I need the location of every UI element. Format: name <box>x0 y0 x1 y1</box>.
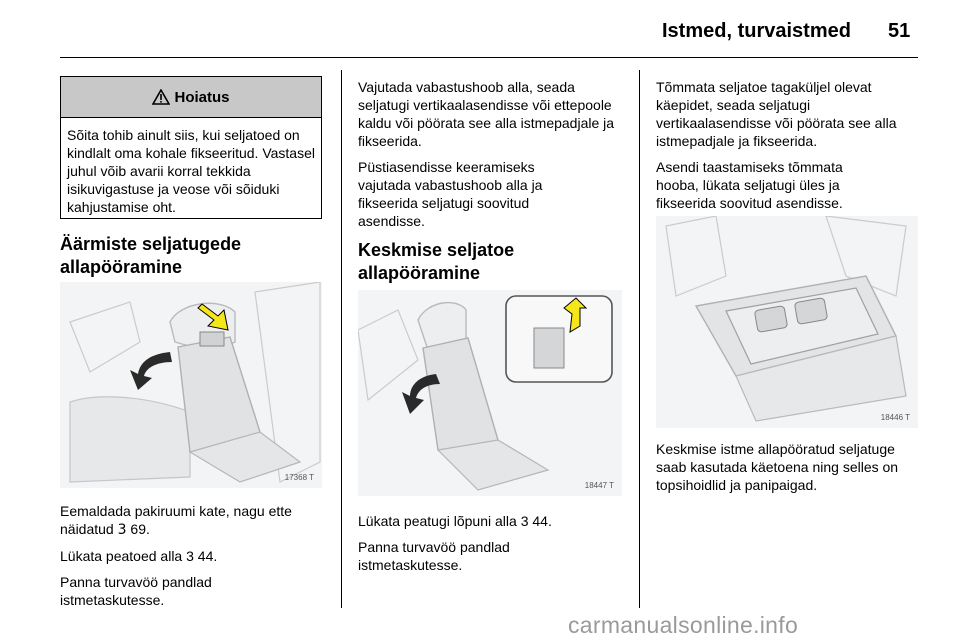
ref-arrow-icon: 3 <box>117 522 127 538</box>
armrest-illustration <box>656 216 918 428</box>
warning-box <box>60 76 322 219</box>
ref-arrow-icon: 3 <box>520 513 529 529</box>
col3-paragraph-1: Tõmmata seljatoe tagaküljel olevat käepidet, seada seljatugi vertikaalasendisse või pöörata see alla istmepadjale ja fikseerida. <box>656 79 897 149</box>
watermark: carmanualsonline.info <box>568 612 799 638</box>
col2-paragraph-4: Panna turvavöö pandlad istmetaskutesse. <box>358 539 510 573</box>
col2-paragraph-2: Püstiasendisse keeramiseks vajutada vabastushoob alla ja fikseerida seljatugi soovitud asendisse. <box>358 159 543 229</box>
col2-text-top <box>358 78 622 230</box>
col2-text-bottom <box>358 512 622 574</box>
section-heading-outer-backrests: Äärmiste seljatugede allapööramine <box>60 234 242 277</box>
seat-illustration <box>60 282 322 488</box>
section-heading-center-backrest: Keskmise seljatoe allapööramine <box>358 240 515 283</box>
warning-header <box>61 77 321 118</box>
page-header-title: Istmed, turvaistmed <box>662 20 851 42</box>
warning-text: Sõita tohib ainult siis, kui seljatoed on kindlalt oma kohale fikseeritud. Vastasel juhul võib avarii korral tekkida isikuvigastuse ja veose või sõiduki kahjustamise oht. <box>67 127 315 215</box>
center-seat-illustration <box>358 290 622 496</box>
ref-arrow-icon: 3 <box>186 548 194 564</box>
figure-code: 17368 T <box>284 473 314 482</box>
warning-triangle-icon <box>152 89 170 105</box>
col2-paragraph-1: Vajutada vabastushoob alla, seada seljatugi vertikaalasendisse või ettepoole kaldu või pöörata see alla istmepadjale ja fikseerida. <box>358 79 615 149</box>
column-divider-2 <box>639 70 640 608</box>
column-divider-1 <box>341 70 342 608</box>
col1-text <box>60 502 326 609</box>
col1-paragraph-1: Eemaldada pakiruumi kate, nagu ette näidatud 3 69. <box>60 503 292 538</box>
figure-center-backrest <box>358 290 622 496</box>
col1-paragraph-3: Panna turvavöö pandlad istmetaskutesse. <box>60 574 212 608</box>
figure-code: 18446 T <box>880 413 910 422</box>
col1-paragraph-2: Lükata peatoed alla 3 44. <box>60 548 218 564</box>
col2-paragraph-3: Lükata peatugi lõpuni alla 3 44. <box>358 513 552 529</box>
page-number: 51 <box>888 20 911 42</box>
figure-center-armrest <box>656 216 918 428</box>
figure-outer-backrest <box>60 282 322 488</box>
col3-text-bottom <box>656 440 918 494</box>
warning-title: Hoiatus <box>174 88 230 106</box>
col3-paragraph-2: Asendi taastamiseks tõmmata hooba, lükata seljatugi üles ja fikseerida soovitud asendisse. <box>656 159 843 211</box>
col3-text-top <box>656 78 918 212</box>
header-rule <box>60 57 918 58</box>
col3-paragraph-3: Keskmise istme allapööratud seljatuge saab kasutada käetoena ning selles on topsihoidlid ja panipaigad. <box>656 441 899 493</box>
figure-code: 18447 T <box>584 481 614 490</box>
